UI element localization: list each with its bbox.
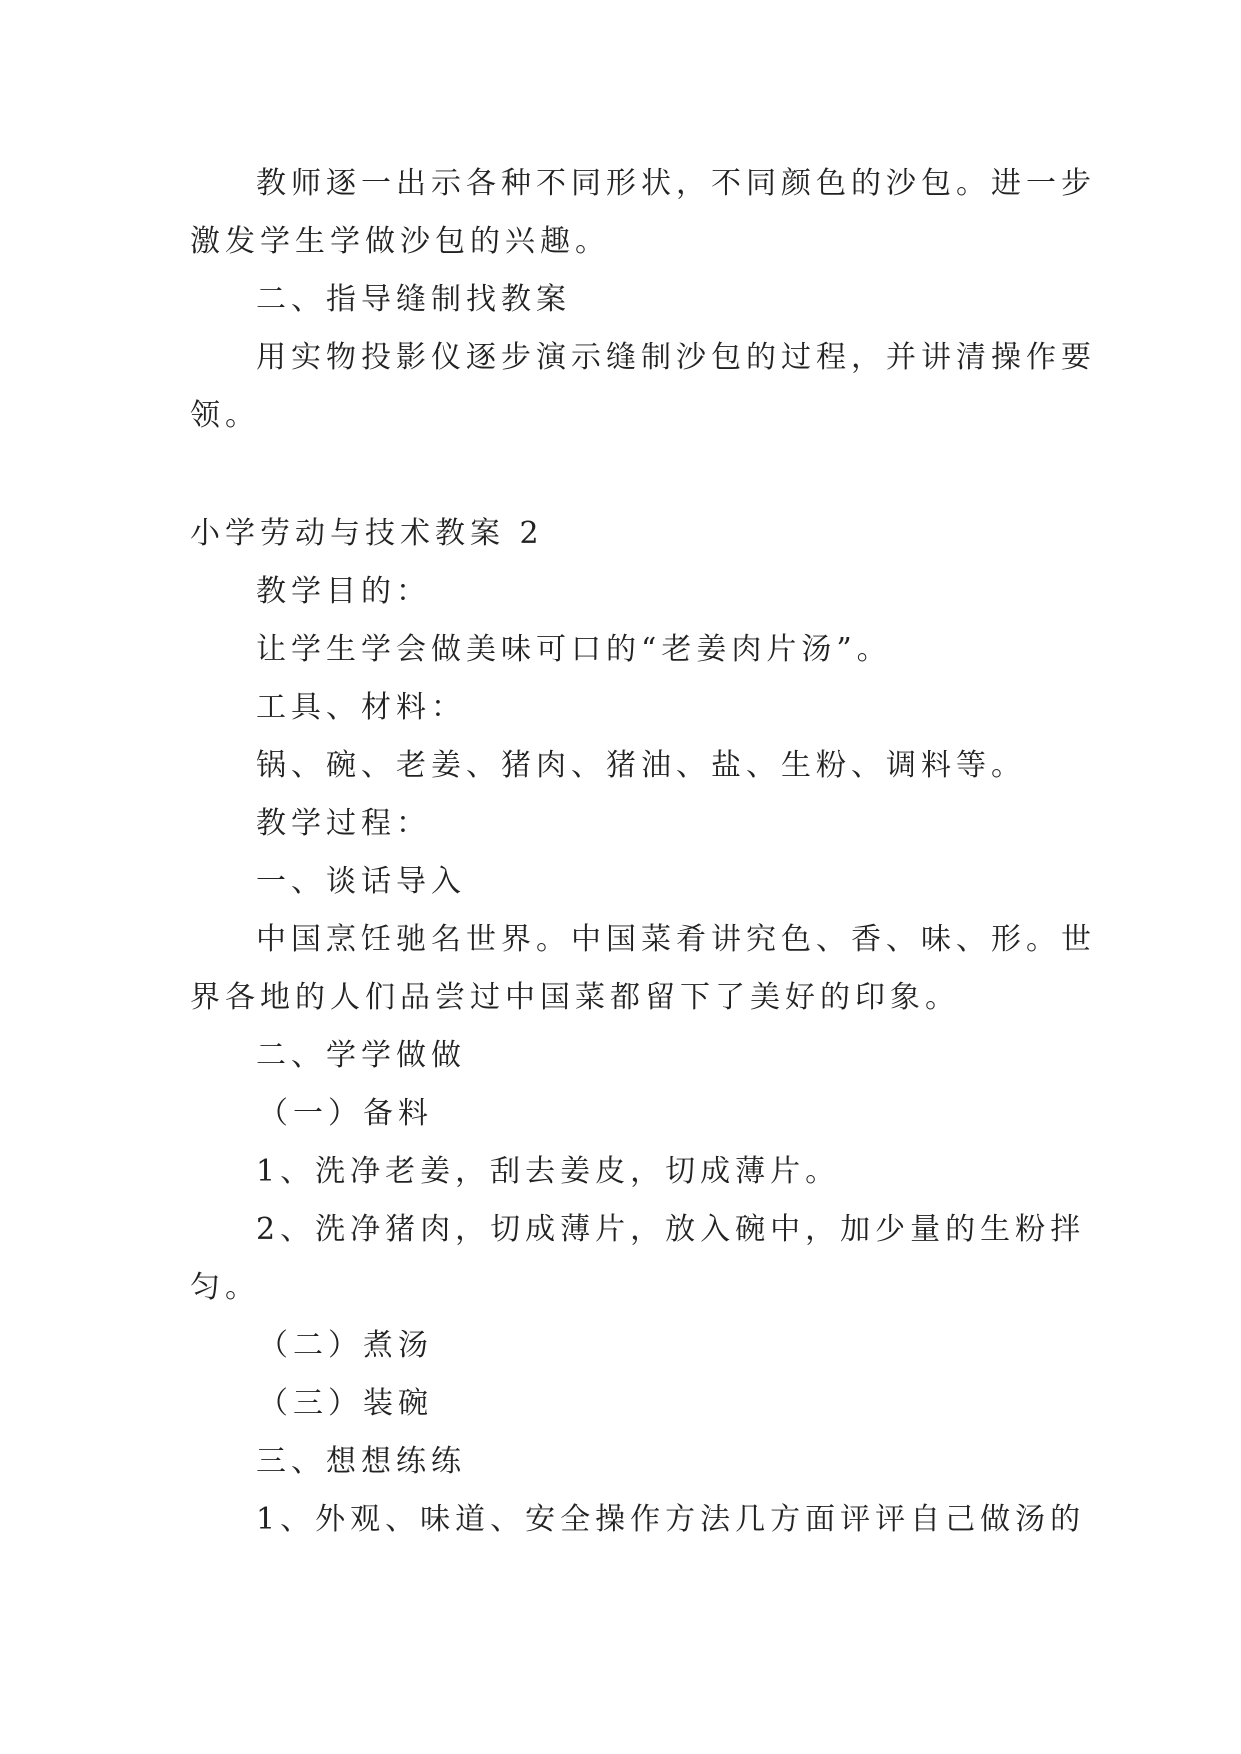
- list-item: 2、洗净猪肉，切成薄片，放入碗中，加少量的生粉拌: [256, 1212, 1086, 1247]
- document-title: 小学劳动与技术教案 2: [190, 516, 544, 551]
- section-heading: 教学过程：: [256, 806, 431, 841]
- paragraph-line: 用实物投影仪逐步演示缝制沙包的过程，并讲清操作要: [256, 340, 1096, 375]
- subsection-heading: （一）备料: [258, 1096, 433, 1131]
- subsection-heading: （二）煮汤: [258, 1328, 433, 1363]
- paragraph-line: 教师逐一出示各种不同形状，不同颜色的沙包。进一步: [256, 166, 1096, 201]
- section-heading: 一、谈话导入: [256, 864, 466, 899]
- section-heading: 二、指导缝制找教案: [256, 282, 571, 317]
- paragraph-line: 让学生学会做美味可口的“老姜肉片汤”。: [256, 632, 892, 667]
- section-heading: 二、学学做做: [256, 1038, 466, 1073]
- list-item: 1、外观、味道、安全操作方法几方面评评自己做汤的: [256, 1502, 1086, 1537]
- paragraph-line: 锅、碗、老姜、猪肉、猪油、盐、生粉、调料等。: [256, 748, 1026, 783]
- section-heading: 工具、材料：: [256, 690, 466, 725]
- paragraph-line: 激发学生学做沙包的兴趣。: [190, 224, 610, 259]
- list-item: 1、洗净老姜，刮去姜皮，切成薄片。: [256, 1154, 841, 1189]
- paragraph-line: 匀。: [190, 1270, 260, 1305]
- paragraph-line: 界各地的人们品尝过中国菜都留下了美好的印象。: [190, 980, 960, 1015]
- section-heading: 教学目的：: [256, 574, 431, 609]
- subsection-heading: （三）装碗: [258, 1386, 433, 1421]
- paragraph-line: 领。: [190, 398, 260, 433]
- section-heading: 三、想想练练: [256, 1444, 466, 1479]
- paragraph-line: 中国烹饪驰名世界。中国菜肴讲究色、香、味、形。世: [256, 922, 1096, 957]
